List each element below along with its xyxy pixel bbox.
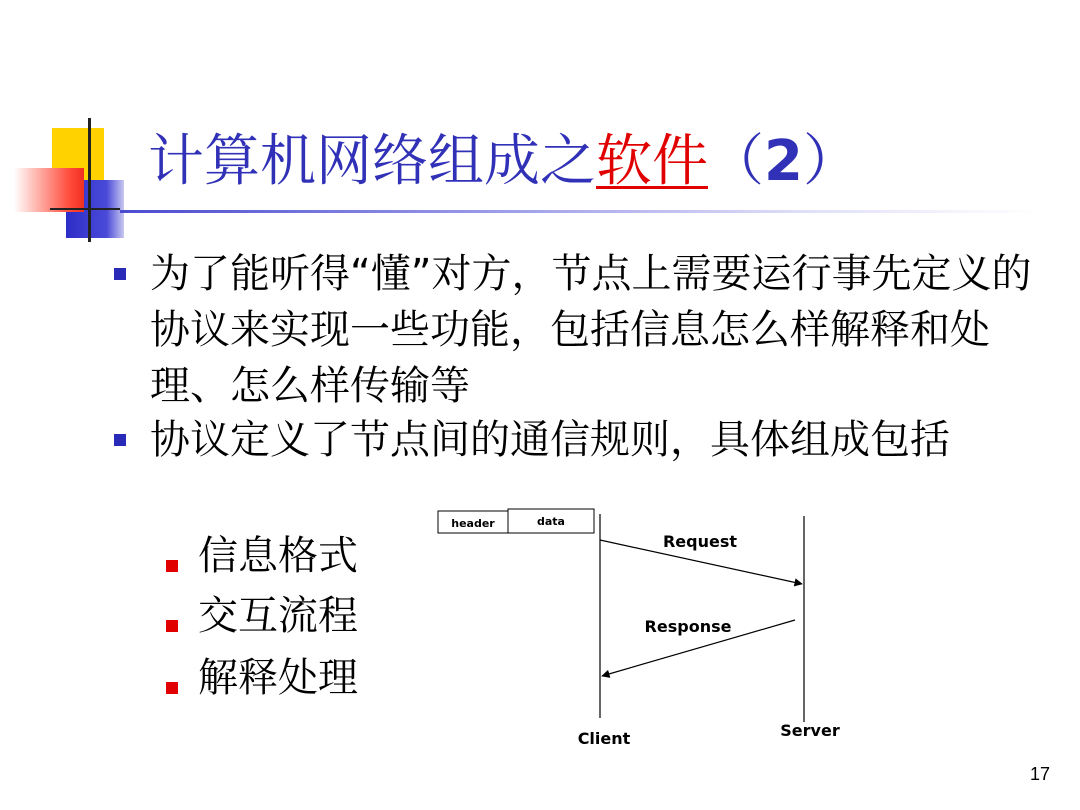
title-underline-rule — [120, 210, 1040, 213]
packet-data-label: data — [537, 515, 565, 528]
sub-bullet-marker — [166, 682, 178, 694]
response-label: Response — [644, 617, 732, 636]
sub-bullet-2: 交互流程 — [198, 593, 358, 639]
bullet-text-2: 协议定义了节点间的通信规则，具体组成包括 — [150, 417, 950, 463]
sub-bullet-3: 解释处理 — [198, 655, 358, 701]
slide-title — [148, 122, 859, 202]
bullet-text-1: 为了能听得“懂”对方，节点上需要运行事先定义的协议来实现一些功能，包括信息怎么样解释和处理、怎么样传输等 — [150, 251, 1032, 409]
bullet-marker — [114, 268, 126, 280]
page-number: 17 — [1029, 764, 1050, 784]
logo-horizontal-line — [50, 208, 120, 210]
sub-bullet-marker — [166, 560, 178, 572]
sub-bullet-marker — [166, 620, 178, 632]
bullet-marker — [114, 434, 126, 446]
title-number: 2 — [764, 129, 803, 194]
sub-bullet-1: 信息格式 — [198, 533, 358, 579]
title-paren-close: ） — [802, 129, 859, 194]
logo-red-bar — [14, 168, 84, 212]
server-label: Server — [780, 721, 840, 740]
title-paren-open: （ — [708, 129, 764, 194]
packet-header-label: header — [451, 517, 495, 530]
request-label: Request — [662, 532, 738, 551]
client-label: Client — [577, 729, 631, 748]
logo-vertical-line — [88, 118, 91, 242]
title-highlight-text: 软件 — [596, 129, 708, 194]
protocol-sequence-diagram — [430, 500, 860, 760]
title-main-text: 计算机网络组成之 — [148, 129, 596, 194]
